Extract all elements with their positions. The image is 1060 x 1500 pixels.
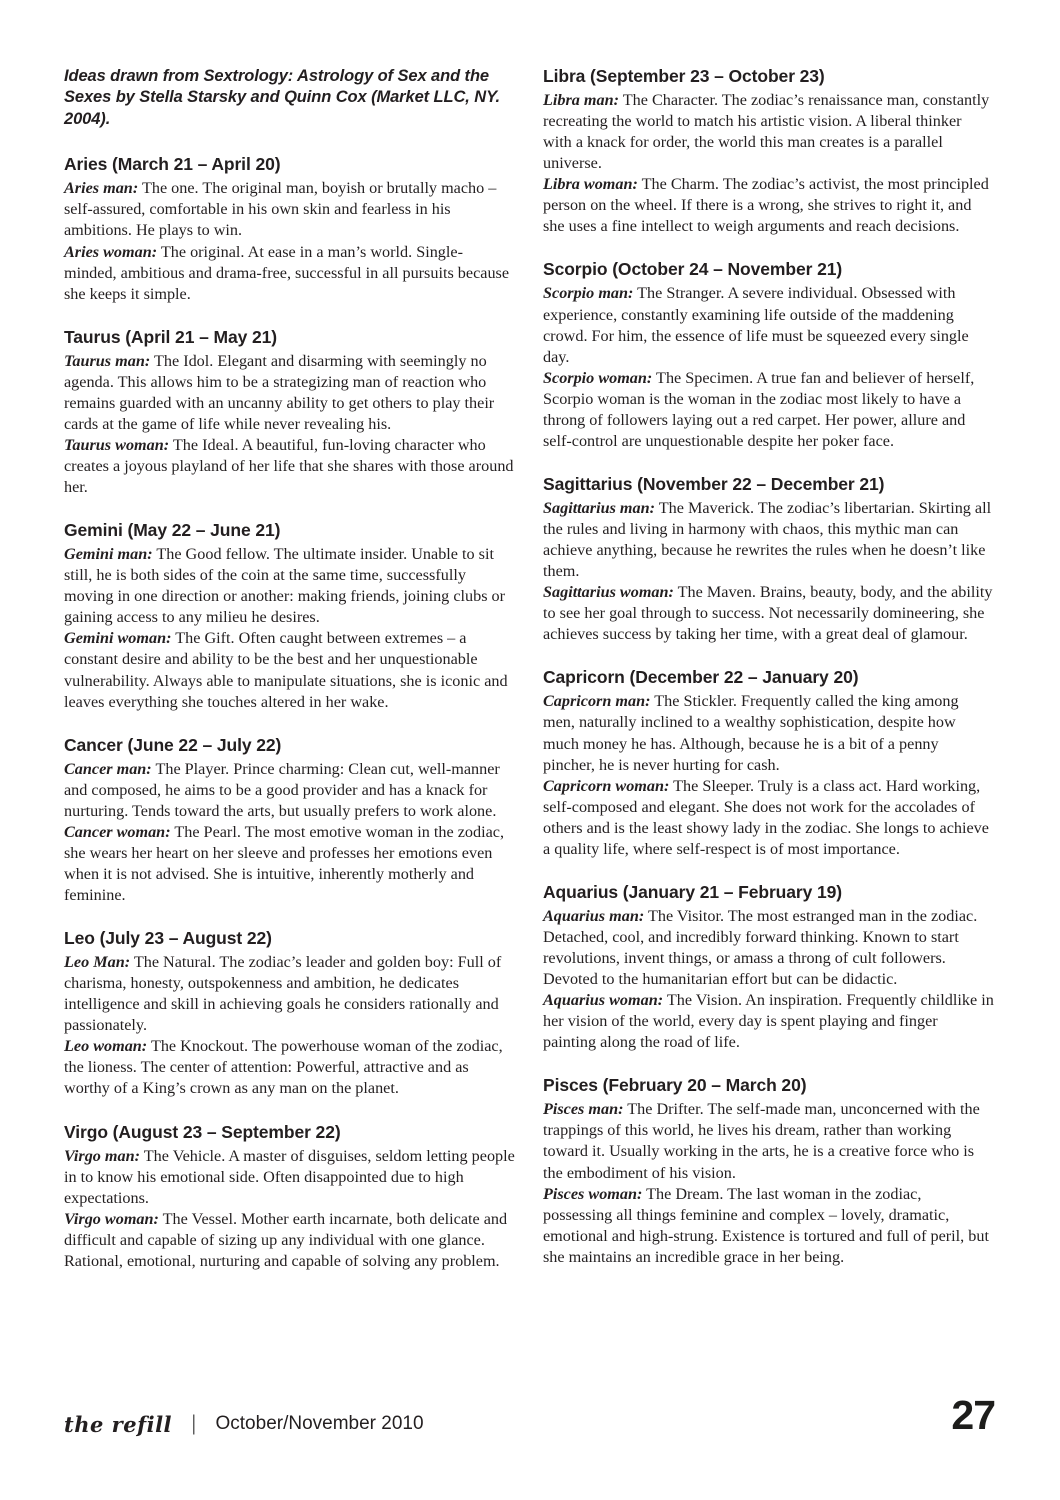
sign-heading: Cancer (June 22 – July 22): [64, 734, 282, 755]
sign-heading: Taurus (April 21 – May 21): [64, 326, 277, 347]
sign-heading: Sagittarius (November 22 – December 21): [543, 473, 885, 494]
sign-entry: Virgo man: The Vehicle. A master of disguises, seldom letting people in to know his emotional side. Often disappointed due to high expectations.: [64, 1146, 515, 1207]
entry-label: Scorpio woman:: [543, 368, 653, 387]
column-left: [64, 66, 515, 1294]
entry-label: Aries man:: [64, 179, 139, 198]
zodiac-section: [64, 1122, 515, 1272]
sign-heading: Capricorn (December 22 – January 20): [543, 667, 859, 688]
entry-label: Sagittarius man:: [543, 498, 656, 517]
entry-label: Cancer woman:: [64, 822, 171, 841]
zodiac-section: [543, 474, 994, 645]
sign-heading: Virgo (August 23 – September 22): [64, 1121, 341, 1142]
page-footer: [64, 1392, 995, 1454]
zodiac-section: [64, 520, 515, 713]
page-number: 27: [951, 1392, 995, 1438]
sign-entry: Aries man: The one. The original man, boyish or brutally macho – self-assured, comfortable in his own skin and fearless in his ambitions. He plays to win.: [64, 179, 497, 240]
sign-entry: Gemini woman: The Gift. Often caught between extremes – a constant desire and ability to be the best and her unquestionable vulnerability. Always able to manipulate situations, she is iconic and leaves everything she touches altered in her wake.: [64, 629, 508, 711]
zodiac-section: [543, 66, 994, 237]
entry-label: Taurus woman:: [64, 435, 170, 454]
zodiac-section: [64, 928, 515, 1099]
sign-heading: Scorpio (October 24 – November 21): [543, 259, 843, 280]
sign-entry: Pisces woman: The Dream. The last woman in the zodiac, possessing all things feminine and complex – lovely, dramatic, emotional and high-strung. Existence is tortured and full of peril, but she maintains an incredible grace in her being.: [543, 1184, 989, 1266]
sign-entry: Libra woman: The Charm. The zodiac’s activist, the most principled person on the wheel. If there is a wrong, she strives to right it, and she uses a fine intellect to weigh arguments and reach decisions.: [543, 175, 989, 236]
sign-heading: Pisces (February 20 – March 20): [543, 1075, 807, 1096]
zodiac-section: [543, 667, 994, 860]
sign-entry: Sagittarius man: The Maverick. The zodiac’s libertarian. Skirting all the rules and living in harmony with chaos, this mythic man can achieve anything, because he rewrites the rules when he doesn’t like them.: [543, 498, 992, 581]
entry-label: Virgo man:: [64, 1146, 141, 1165]
sign-entry: Gemini man: The Good fellow. The ultimate insider. Unable to sit still, he is both sides of the coin at the same time, successfully moving in one direction or another: making friends, joining clubs or gaining access to any milieu he desires.: [64, 545, 506, 627]
entry-label: Aquarius man:: [543, 906, 645, 925]
sign-heading: Libra (September 23 – October 23): [543, 66, 825, 86]
column-right: [543, 66, 994, 1290]
sign-entry: Aquarius man: The Visitor. The most estranged man in the zodiac. Detached, cool, and incredibly forward thinking. Known to start revolutions, invent things, or amass a throng of cult followers. Devoted to the humanitarian effort but can be didactic.: [543, 906, 978, 989]
zodiac-section: [543, 882, 994, 1053]
sign-entry: Sagittarius woman: The Maven. Brains, beauty, body, and the ability to see her goal through to success. Not necessarily domineering, she achieves success by taking her time, with a great deal of glamour.: [543, 583, 993, 644]
footer-separator: |: [191, 1412, 196, 1435]
entry-label: Aquarius woman:: [543, 991, 664, 1010]
zodiac-section: [543, 259, 994, 452]
sign-entry: Capricorn man: The Stickler. Frequently called the king among men, naturally inclined to a wealthy sophistication, despite how much money he has. Although, because he is a bit of a penny pincher, he is never hurting for cash.: [543, 692, 959, 774]
entry-label: Aries woman:: [64, 242, 158, 261]
entry-label: Gemini woman:: [64, 629, 172, 648]
sign-heading: Leo (July 23 – August 22): [64, 928, 272, 949]
entry-label: Taurus man:: [64, 351, 151, 370]
source-attribution: Ideas drawn from Sextrology: Astrology of Sex and the Sexes by Stella Starsky and Quinn Cox (Market LLC, NY. 2004).: [64, 67, 500, 128]
sign-entry: Leo woman: The Knockout. The powerhouse woman of the zodiac, the lioness. The center of attention: Powerful, attractive and as worthy of a King’s crown as any man on the planet.: [64, 1037, 503, 1098]
zodiac-section: [543, 1075, 994, 1268]
zodiac-section: [64, 327, 515, 498]
entry-label: Gemini man:: [64, 545, 153, 564]
entry-label: Cancer man:: [64, 759, 152, 778]
zodiac-section: [64, 735, 515, 906]
entry-label: Sagittarius woman:: [543, 583, 674, 602]
entry-label: Pisces man:: [543, 1100, 624, 1119]
sign-entry: Taurus man: The Idol. Elegant and disarming with seemingly no agenda. This allows him to be a strategizing man of reaction who remains guarded with an uncanny ability to get others to play their cards at the game of life while never revealing his.: [64, 351, 495, 433]
entry-label: Libra woman:: [543, 175, 638, 194]
entry-label: Capricorn man:: [543, 692, 651, 711]
entry-label: Virgo woman:: [64, 1209, 159, 1228]
entry-label: Libra man:: [543, 91, 619, 109]
zodiac-section: [64, 154, 515, 304]
sign-entry: Pisces man: The Drifter. The self-made man, unconcerned with the trappings of this world, he lives his dream, rather than working toward it. Usually working in the arts, he is a creative force who is the embodiment of his vision.: [543, 1100, 980, 1182]
magazine-logo: the refill: [64, 1411, 173, 1437]
entry-label: Pisces woman:: [543, 1184, 643, 1203]
sign-entry: Cancer woman: The Pearl. The most emotive woman in the zodiac, she wears her heart on her sleeve and professes her emotions even when it is not advised. She is intuitive, inherently motherly and feminine.: [64, 822, 505, 904]
sign-heading: Aquarius (January 21 – February 19): [543, 881, 842, 902]
footer-left: [64, 1404, 995, 1444]
sign-entry: Cancer man: The Player. Prince charming: Clean cut, well-manner and composed, he aims to be a good provider and has a knack for nurturing. Tends toward the arts, but usually prefers to work alone.: [64, 759, 500, 820]
entry-label: Capricorn woman:: [543, 776, 670, 795]
sign-entry: Capricorn woman: The Sleeper. Truly is a class act. Hard working, self-composed and elegant. She does not work for the accolades of others and is the least showy lady in the zodiac. She longs to achieve a quality life, where self-respect is of most importance.: [543, 776, 989, 858]
issue-date: October/November 2010: [215, 1413, 424, 1434]
entry-label: Scorpio man:: [543, 284, 634, 303]
sign-entry: Scorpio man: The Stranger. A severe individual. Obsessed with experience, constantly examining life outside of the maddening crowd. For him, the essence of life must be squeezed every single day.: [543, 284, 969, 366]
entry-label: Leo Man:: [64, 953, 131, 972]
sign-entry: Libra man: The Character. The zodiac’s renaissance man, constantly recreating the world to match his artistic vision. A liberal thinker with a knack for order, the world this man creates is a parallel universe.: [543, 91, 990, 173]
sign-heading: Gemini (May 22 – June 21): [64, 520, 281, 541]
sign-entry: Leo Man: The Natural. The zodiac’s leader and golden boy: Full of charisma, honesty, outspokenness and ambition, he dedicates intelligence and skill in achieving goals he considers rationally and passionately.: [64, 953, 502, 1035]
two-column-layout: [64, 66, 994, 1294]
sign-entry: Aquarius woman: The Vision. An inspiration. Frequently childlike in her vision of the world, every day is spent playing and finger painting along the road of life.: [543, 991, 994, 1052]
sign-entry: Scorpio woman: The Specimen. A true fan and believer of herself, Scorpio woman is the woman in the zodiac most likely to have a throng of followers laying out a red carpet. Her power, allure and self-control are unquestionable despite her poker face.: [543, 368, 975, 450]
sign-entry: Taurus woman: The Ideal. A beautiful, fun-loving character who creates a joyous playland of her life that she shares with those around her.: [64, 435, 514, 497]
sign-entry: Virgo woman: The Vessel. Mother earth incarnate, both delicate and difficult and capable of sizing up any individual with one glance. Rational, emotional, nurturing and capable of solving any problem.: [64, 1209, 508, 1270]
entry-label: Leo woman:: [64, 1037, 148, 1056]
sign-heading: Aries (March 21 – April 20): [64, 154, 281, 175]
sign-entry: Aries woman: The original. At ease in a man’s world. Single-minded, ambitious and drama-free, successful in all pursuits because she keeps it simple.: [64, 242, 510, 303]
